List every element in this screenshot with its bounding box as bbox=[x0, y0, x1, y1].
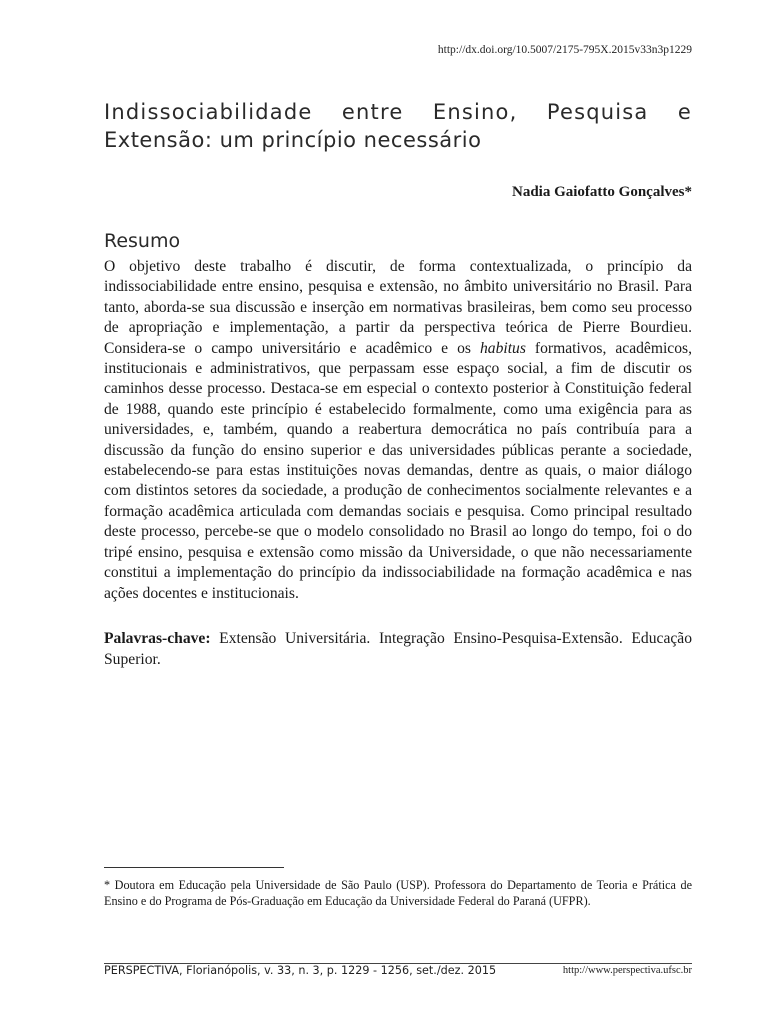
article-title-line-1: Indissociabilidade entre Ensino, Pesquisa e bbox=[104, 100, 692, 124]
abstract-text-part-2: formativos, acadêmicos, institucionais e administrativos, que perpassam esse espaço social, a fim de discutir os caminhos desse processo. Destaca-se em especial o contexto posterior à Constituição federal de 1988, quando este princípio é estabelecido formalmente, como uma exigência para as universidades, e, também, quando a reabertura democrática no país contribuía para a discussão da função do ensino superior e das universidades públicas perante a sociedade, estabelecendo-se para estas instituições novas demandas, dentre as quais, o maior diálogo com distintos setores da sociedade, a produção de conhecimentos socialmente relevantes e a formação acadêmica articulada com demandas sociais e pesquisa. Como principal resultado deste processo, percebe-se que o modelo consolidado no Brasil ao longo do tempo, foi o do tripé ensino, pesquisa e extensão como missão da Universidade, o que não necessariamente constitui a implementação do princípio da indissociabilidade na formação acadêmica e nas ações docentes e institucionais. bbox=[104, 339, 692, 602]
keywords-text: Extensão Universitária. Integração Ensino-Pesquisa-Extensão. Educação Superior. bbox=[104, 630, 692, 668]
journal-website-link[interactable]: http://www.perspectiva.ufsc.br bbox=[562, 965, 692, 976]
journal-citation: PERSPECTIVA, Florianópolis, v. 33, n. 3, p. 1229 - 1256, set./dez. 2015 bbox=[104, 964, 497, 977]
abstract-italic-term: habitus bbox=[479, 339, 526, 357]
author-name: Nadia Gaiofatto Gonçalves* bbox=[512, 184, 692, 200]
keywords bbox=[104, 629, 692, 670]
doi-link[interactable]: http://dx.doi.org/10.5007/2175-795X.2015v33n3p1229 bbox=[437, 44, 692, 56]
article-title-line-2: Extensão: um princípio necessário bbox=[104, 128, 482, 152]
abstract-heading: Resumo bbox=[104, 230, 181, 252]
author-footnote: * Doutora em Educação pela Universidade de São Paulo (USP). Professora do Departamento de Teoria e Prática de Ensino e do Programa de Pós-Graduação em Educação da Universidade Federal do Paraná (UFPR). bbox=[104, 878, 692, 908]
abstract-text bbox=[104, 257, 692, 604]
footnote-divider bbox=[104, 867, 284, 868]
keywords-label: Palavras-chave: bbox=[104, 630, 211, 647]
abstract-text-part-1: O objetivo deste trabalho é discutir, de forma contextualizada, o princípio da indissociabilidade entre ensino, pesquisa e extensão, no âmbito universitário no Brasil. Para tanto, aborda-se sua discussão e inserção em normativas brasileiras, bem como seu processo de apropriação e implementação, a partir da perspectiva teórica de Pierre Bourdieu. Considera-se o campo universitário e acadêmico e os bbox=[104, 258, 692, 357]
article-title bbox=[104, 98, 692, 154]
